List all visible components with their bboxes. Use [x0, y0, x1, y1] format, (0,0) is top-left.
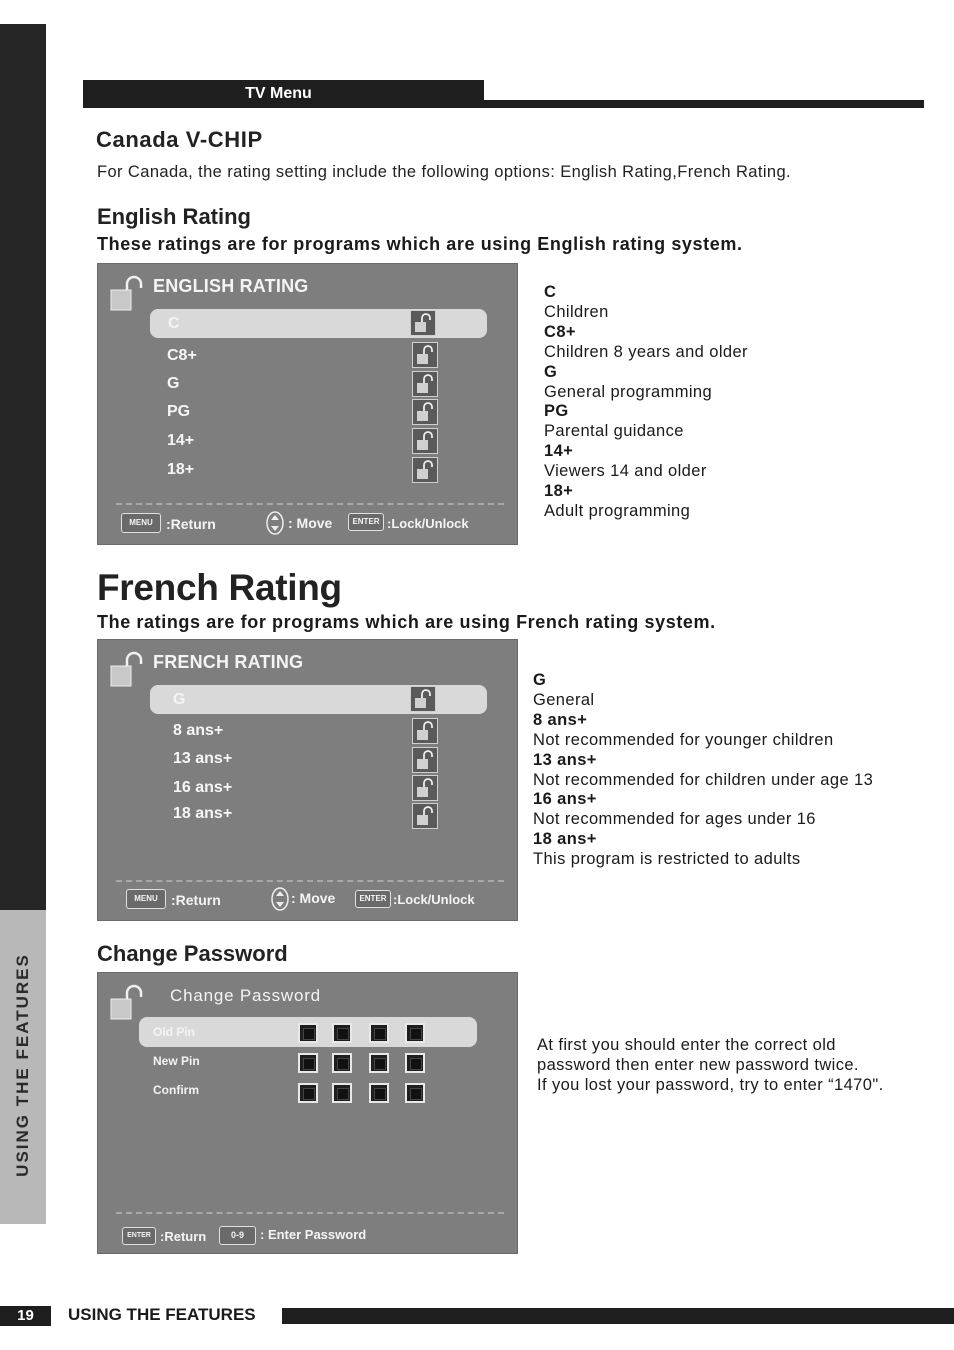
pin-digit-box[interactable]: [332, 1023, 352, 1043]
pin-digit-box[interactable]: [405, 1083, 425, 1103]
english-subtitle: These ratings are for programs which are using English rating system.: [97, 234, 743, 254]
definition-text: Adult programming: [544, 501, 691, 520]
menu-key-icon[interactable]: MENU: [126, 889, 166, 909]
pin-digit-box[interactable]: [405, 1023, 425, 1043]
confirm-label: Confirm: [153, 1083, 199, 1097]
rating-item[interactable]: C8+: [167, 347, 197, 364]
move-hint: : Move: [288, 515, 333, 531]
pin-digit-box[interactable]: [298, 1083, 318, 1103]
note-line: password then enter new password twice.: [537, 1055, 859, 1074]
lock-unlock-hint: :Lock/Unlock: [393, 892, 475, 907]
selected-rating-label: C: [168, 315, 180, 332]
panel-divider: [116, 1212, 504, 1214]
footer-section-label: USING THE FEATURES: [68, 1305, 256, 1324]
enter-key-icon[interactable]: ENTER: [122, 1227, 156, 1245]
pin-digit-box[interactable]: [405, 1053, 425, 1073]
rating-item[interactable]: 13 ans+: [173, 750, 233, 767]
password-panel-title: Change Password: [170, 986, 321, 1005]
definition-text: Not recommended for ages under 16: [533, 810, 816, 829]
lock-toggle-icon[interactable]: [412, 718, 438, 744]
header-rule: [484, 100, 924, 108]
french-subtitle: The ratings are for programs which are using French rating system.: [97, 612, 716, 632]
lock-toggle-icon[interactable]: [412, 342, 438, 368]
definition-code: C: [544, 283, 557, 301]
definition-text: Viewers 14 and older: [544, 462, 707, 481]
rating-item[interactable]: 18 ans+: [173, 805, 233, 822]
header-tab: [83, 80, 484, 108]
definition-text: Not recommended for younger children: [533, 730, 834, 749]
definition-text: General programming: [544, 382, 713, 401]
canada-title: Canada V-CHIP: [96, 127, 263, 152]
rating-item[interactable]: PG: [167, 403, 191, 420]
enter-key-icon[interactable]: ENTER: [348, 513, 384, 531]
lock-icon: [106, 650, 146, 690]
enter-key-icon[interactable]: ENTER: [355, 890, 391, 908]
pin-digit-box[interactable]: [298, 1023, 318, 1043]
pin-digit-box[interactable]: [369, 1023, 389, 1043]
lock-icon: [106, 983, 146, 1023]
definition-code: 18 ans+: [533, 830, 597, 849]
rating-item[interactable]: 16 ans+: [173, 779, 233, 796]
english-title: English Rating: [97, 204, 251, 229]
menu-key-icon[interactable]: MENU: [121, 513, 161, 533]
definition-text: Children: [544, 302, 609, 321]
lock-toggle-icon[interactable]: [412, 428, 438, 454]
definition-code: C8+: [544, 322, 576, 341]
lock-toggle-icon[interactable]: [412, 457, 438, 483]
enter-password-hint: : Enter Password: [260, 1227, 367, 1242]
return-hint: :Return: [166, 516, 216, 532]
lock-toggle-icon[interactable]: [410, 310, 436, 336]
rating-item[interactable]: 14+: [167, 432, 195, 449]
return-hint: :Return: [171, 892, 221, 908]
french-rating-screen: [97, 639, 518, 921]
canada-intro: For Canada, the rating setting include the following options: English Rating,French Rating.: [97, 163, 792, 181]
french-definitions: [533, 671, 873, 870]
header-tab-label: TV Menu: [245, 85, 312, 102]
lock-toggle-icon[interactable]: [410, 686, 436, 712]
panel-divider: [116, 503, 504, 505]
footer-rule: [282, 1308, 954, 1324]
selected-rating-label: G: [173, 691, 186, 708]
side-section-label: USING THE FEATURES: [13, 953, 32, 1177]
change-password-screen: [97, 972, 518, 1254]
pin-digit-box[interactable]: [369, 1083, 389, 1103]
rating-item[interactable]: 18+: [167, 461, 195, 478]
lock-toggle-icon[interactable]: [412, 371, 438, 397]
definition-code: 18+: [544, 482, 574, 501]
selected-rating-row[interactable]: [150, 685, 487, 714]
definition-code: G: [544, 362, 558, 381]
return-hint: :Return: [160, 1229, 207, 1244]
lock-icon: [106, 274, 146, 314]
lock-toggle-icon[interactable]: [412, 803, 438, 829]
french-title: French Rating: [97, 567, 342, 608]
panel-divider: [116, 880, 504, 882]
page-number: 19: [0, 1306, 51, 1326]
definition-code: 16 ans+: [533, 790, 597, 809]
definition-text: General: [533, 690, 595, 709]
definition-text: Children 8 years and older: [544, 342, 748, 361]
definition-code: G: [533, 671, 547, 689]
note-line: At first you should enter the correct old: [537, 1036, 836, 1054]
pin-digit-box[interactable]: [298, 1053, 318, 1073]
english-definitions: [544, 283, 748, 522]
definition-text: Parental guidance: [544, 422, 684, 441]
rating-item[interactable]: G: [167, 375, 180, 392]
password-note: [537, 1036, 884, 1096]
english-panel-title: ENGLISH RATING: [153, 276, 309, 296]
french-panel-title: FRENCH RATING: [153, 652, 304, 672]
old-pin-label: Old Pin: [153, 1025, 195, 1039]
rating-item[interactable]: 8 ans+: [173, 722, 224, 739]
new-pin-label: New Pin: [153, 1054, 200, 1068]
move-arrows-icon: [270, 887, 290, 911]
pin-digit-box[interactable]: [332, 1083, 352, 1103]
lock-toggle-icon[interactable]: [412, 747, 438, 773]
definition-code: PG: [544, 402, 569, 421]
lock-toggle-icon[interactable]: [412, 399, 438, 425]
digit-key-icon[interactable]: 0-9: [219, 1226, 256, 1245]
lock-toggle-icon[interactable]: [412, 775, 438, 801]
pin-digit-box[interactable]: [332, 1053, 352, 1073]
lock-unlock-hint: :Lock/Unlock: [387, 516, 469, 531]
english-rating-screen: [97, 263, 518, 545]
definition-text: This program is restricted to adults: [533, 850, 801, 869]
note-line: If you lost your password, try to enter “1470".: [537, 1075, 884, 1094]
selected-rating-row[interactable]: [150, 309, 487, 338]
definition-code: 13 ans+: [533, 750, 597, 769]
move-hint: : Move: [291, 890, 336, 906]
move-arrows-icon: [265, 511, 285, 535]
definition-code: 8 ans+: [533, 710, 588, 729]
password-title: Change Password: [97, 941, 288, 966]
pin-digit-box[interactable]: [369, 1053, 389, 1073]
side-bar-dark: [0, 24, 46, 910]
definition-text: Not recommended for children under age 13: [533, 770, 874, 789]
definition-code: 14+: [544, 442, 574, 461]
